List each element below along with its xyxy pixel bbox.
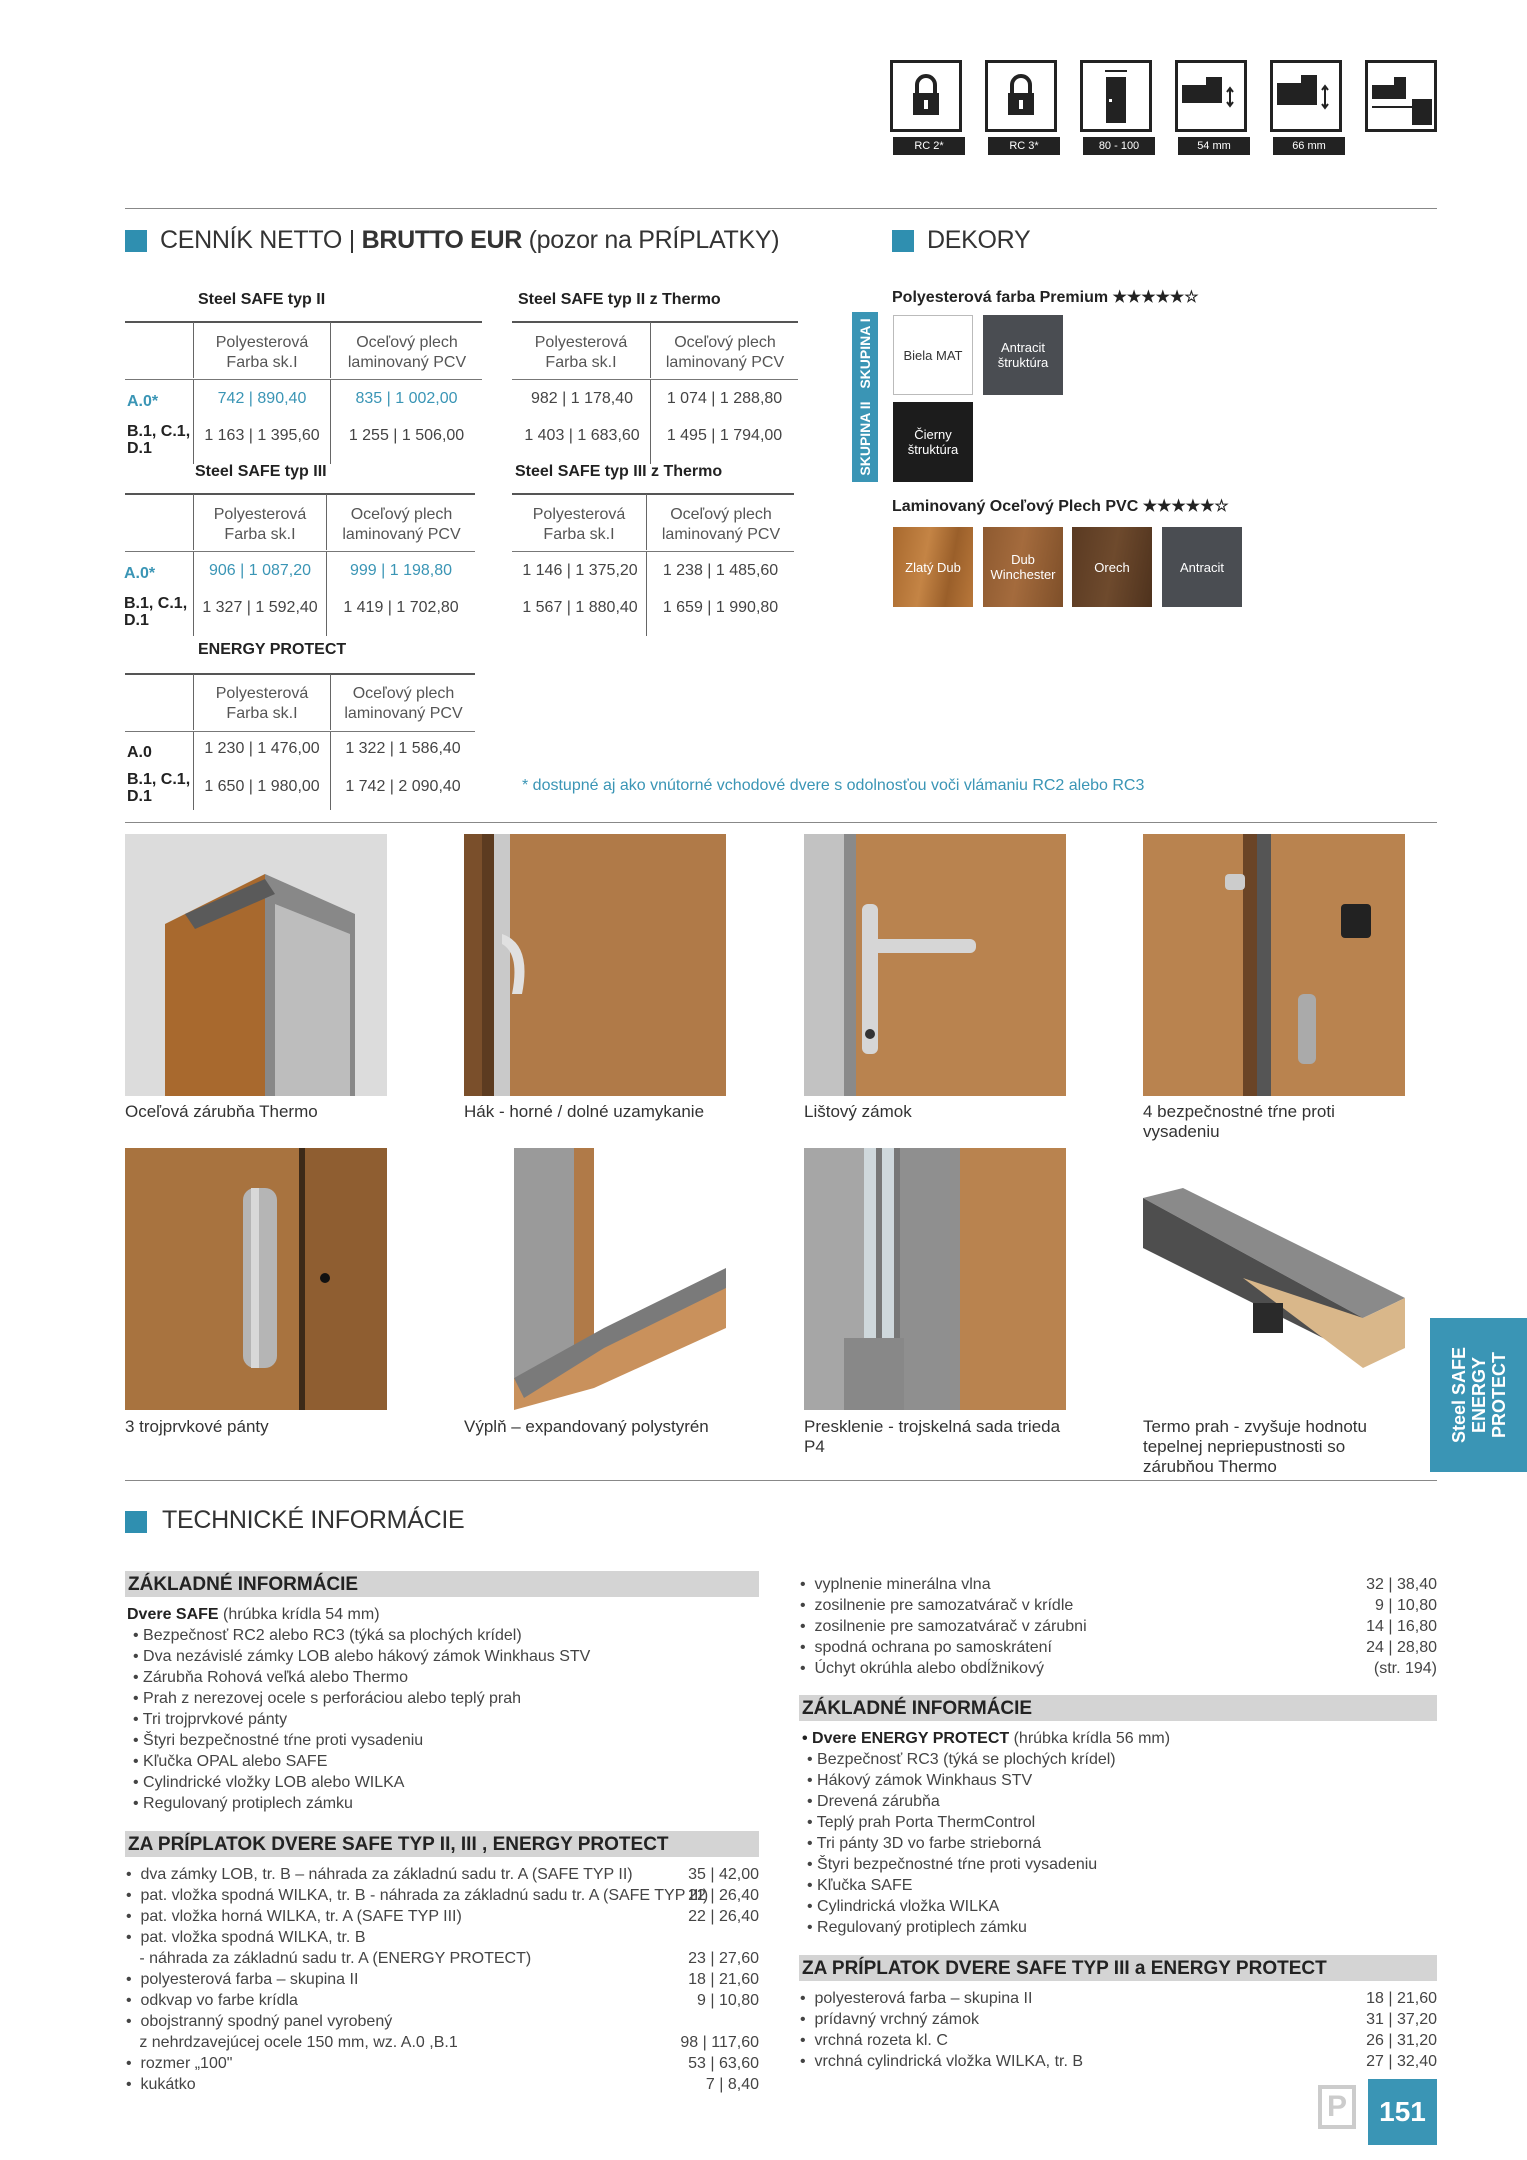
list-item: • odkvap vo farbe krídla — [126, 1992, 298, 2009]
list-item: • Teplý prah Porta ThermControl — [807, 1814, 1036, 1831]
list-item: • prídavný vrchný zámok — [800, 2011, 979, 2028]
price-value: 53 | 63,60 — [688, 2055, 759, 2072]
caption: Výplň – expandovaný polystyrén — [464, 1417, 709, 1436]
price-value: 18 | 21,60 — [1366, 1990, 1437, 2007]
list-item: • Cylindrická vložka WILKA — [807, 1898, 1000, 1915]
list-item: • zosilnenie pre samozatvárač v zárubni — [800, 1618, 1087, 1635]
column-header: Polyesterová Farba sk.I — [532, 506, 626, 543]
group-1-label: SKUPINA I — [857, 318, 873, 389]
door-thickness-icon — [1270, 60, 1342, 132]
swatch-orech: Orech — [1072, 527, 1152, 607]
photo-strip-lock — [804, 834, 1066, 1096]
list-item: • Hákový zámok Winkhaus STV — [807, 1772, 1033, 1789]
threshold-icon — [1365, 60, 1437, 132]
list-item: • pat. vložka spodná WILKA, tr. B — [126, 1929, 366, 1946]
list-item: • Dva nezávislé zámky LOB alebo hákový zámok Winkhaus STV — [133, 1648, 591, 1665]
lock-icon — [985, 60, 1057, 132]
list-item: • Štyri bezpečnostné tŕne proti vysadeniu — [807, 1856, 1098, 1873]
list-item: • zosilnenie pre samozatvárač v krídle — [800, 1597, 1074, 1614]
list-item: • pat. vložka spodná WILKA, tr. B - náhrada za základnú sadu tr. A (SAFE TYP III) — [126, 1887, 709, 1904]
door-thickness-icon — [1175, 60, 1247, 132]
price-value: 22 | 26,40 — [688, 1908, 759, 1925]
price-value: 23 | 27,60 — [688, 1950, 759, 1967]
list-item: • vrchná cylindrická vložka WILKA, tr. B — [800, 2053, 1084, 2070]
column-header: Polyesterová Farba sk.I — [534, 334, 628, 371]
price-cell: 906 | 1 087,20 — [208, 562, 312, 579]
price-value: 26 | 31,20 — [1366, 2032, 1437, 2049]
pricing-title: CENNÍK NETTO | BRUTTO EUR (pozor na PRÍPLATKY) — [160, 226, 780, 254]
side-tab-label: Steel SAFE ENERGY PROTECT — [1449, 1346, 1509, 1444]
tech-title: TECHNICKÉ INFORMÁCIE — [162, 1506, 465, 1534]
width-label: 80 - 100 — [1083, 137, 1155, 155]
caption: 3 trojprvkové pánty — [125, 1417, 269, 1436]
list-item: • polyesterová farba – skupina II — [800, 1990, 1033, 2007]
caption: 4 bezpečnostné tŕne proti vysadeniu — [1143, 1102, 1335, 1141]
list-item: • Štyri bezpečnostné tŕne proti vysadeniu — [133, 1732, 424, 1749]
group-2-label: SKUPINA II — [857, 401, 873, 476]
price-value: 7 | 8,40 — [705, 2076, 759, 2093]
price-cell: 1 255 | 1 506,00 — [348, 427, 465, 444]
price-cell: 835 | 1 002,00 — [355, 390, 458, 407]
list-item: • Regulovaný protiplech zámku — [807, 1919, 1027, 1936]
table-title: Steel SAFE typ II z Thermo — [518, 291, 721, 308]
decors-title: DEKORY — [927, 226, 1031, 254]
row-label: A.0* — [124, 565, 156, 582]
list-item: • Tri pánty 3D vo farbe strieborná — [807, 1835, 1042, 1852]
surcharge-header-2: ZA PRÍPLATOK DVERE SAFE TYP III a ENERGY PROTECT — [799, 1955, 1437, 1981]
list-item: • dva zámky LOB, tr. B – náhrada za základnú sadu tr. A (SAFE TYP II) — [126, 1866, 633, 1883]
brand-logo: P — [1318, 2085, 1356, 2129]
price-value: 31 | 37,20 — [1366, 2011, 1437, 2028]
list-item: • vyplnenie minerálna vlna — [800, 1576, 991, 1593]
safe-heading: Dvere SAFE (hrúbka krídla 54 mm) — [127, 1606, 380, 1623]
list-item: • Tri trojprvkové pánty — [133, 1711, 288, 1728]
section-marker — [892, 230, 914, 252]
list-item: • rozmer „100" — [126, 2055, 233, 2072]
price-value: 98 | 117,60 — [680, 2034, 759, 2051]
price-cell: 1 238 | 1 485,60 — [662, 562, 779, 579]
price-cell: 1 403 | 1 683,60 — [524, 427, 640, 444]
price-cell: 1 074 | 1 288,80 — [666, 390, 783, 407]
footnote: * dostupné aj ako vnútorné vchodové dvere s odolnosťou voči vlámaniu RC2 alebo RC3 — [522, 777, 1145, 794]
list-item: • Bezpečnosť RC2 alebo RC3 (týká sa plochých krídel) — [133, 1627, 522, 1644]
price-value: 22 | 26,40 — [688, 1887, 759, 1904]
photo-security-pins — [1143, 834, 1405, 1096]
price-value: 32 | 38,40 — [1366, 1576, 1437, 1593]
list-item: • Kľučka OPAL alebo SAFE — [133, 1753, 328, 1770]
list-item: • Drevená zárubňa — [807, 1793, 940, 1810]
price-cell: 999 | 1 198,80 — [349, 562, 453, 579]
row-label: A.0* — [127, 393, 159, 410]
section-marker — [125, 1511, 147, 1533]
swatch-biela: Biela MAT — [893, 315, 973, 395]
list-item: • pat. vložka horná WILKA, tr. A (SAFE TYP III) — [126, 1908, 462, 1925]
row-label: B.1, C.1, D.1 — [127, 771, 191, 805]
list-item: • Cylindrické vložky LOB alebo WILKA — [133, 1774, 405, 1791]
rc3-label: RC 3* — [988, 137, 1060, 155]
column-header: Oceľový plech laminovaný PCV — [342, 506, 461, 543]
ep-heading: • Dvere ENERGY PROTECT (hrúbka krídla 56 mm) — [802, 1730, 1171, 1747]
caption: Termo prah - zvyšuje hodnotu tepelnej nepriepustnosti so zárubňou Thermo — [1143, 1417, 1367, 1476]
price-value: 14 | 16,80 — [1366, 1618, 1437, 1635]
column-header: Polyesterová Farba sk.I — [213, 506, 307, 543]
photo-hook-lock — [464, 834, 726, 1096]
basic-info-header: ZÁKLADNÉ INFORMÁCIE — [125, 1571, 759, 1597]
price-value: 9 | 10,80 — [697, 1992, 759, 2009]
lam-title: Laminovaný Oceľový Plech PVC ★★★★★☆ — [892, 498, 1229, 515]
photo-thermo-threshold — [1143, 1148, 1405, 1410]
price-cell: 1 230 | 1 476,00 — [204, 740, 320, 757]
swatch-antracit: Antracit štruktúra — [983, 315, 1063, 395]
photo-polystyrene — [464, 1148, 726, 1410]
price-cell: 982 | 1 178,40 — [530, 390, 634, 407]
thickness-54-label: 54 mm — [1178, 137, 1250, 155]
column-header: Oceľový plech laminovaný PCV — [661, 506, 781, 543]
column-header: Polyesterová Farba sk.I — [215, 334, 309, 371]
price-value: 24 | 28,80 — [1366, 1639, 1437, 1656]
poly-title: Polyesterová farba Premium ★★★★★☆ — [892, 289, 1199, 306]
list-item: • Úchyt okrúhla alebo obdĺžnikový — [800, 1660, 1044, 1677]
page-number: 151 — [1368, 2079, 1437, 2145]
group-bar — [852, 312, 878, 482]
price-value: 18 | 21,60 — [688, 1971, 759, 1988]
price-cell: 1 322 | 1 586,40 — [345, 740, 461, 757]
list-item: • kukátko — [126, 2076, 196, 2093]
price-cell: 1 659 | 1 990,80 — [662, 599, 779, 616]
caption: Hák - horné / dolné uzamykanie — [464, 1102, 705, 1121]
list-item: • vrchná rozeta kl. C — [800, 2032, 948, 2049]
list-item: • Zárubňa Rohová veľká alebo Thermo — [133, 1669, 409, 1686]
table-title: Steel SAFE typ II — [198, 291, 326, 308]
photo-glazing — [804, 1148, 1066, 1410]
list-item: • Regulovaný protiplech zámku — [133, 1795, 353, 1812]
price-cell: 1 163 | 1 395,60 — [204, 427, 320, 444]
thickness-66-label: 66 mm — [1273, 137, 1345, 155]
price-value: 9 | 10,80 — [1375, 1597, 1437, 1614]
price-cell: 1 742 | 2 090,40 — [345, 778, 461, 795]
photo-hinges — [125, 1148, 387, 1410]
caption: Lištový zámok — [804, 1102, 912, 1121]
price-cell: 1 419 | 1 702,80 — [343, 599, 459, 616]
price-value: (str. 194) — [1373, 1660, 1437, 1677]
door-width-icon — [1080, 60, 1152, 132]
swatch-dub-winchester: Dub Winchester — [983, 527, 1063, 607]
price-value: 35 | 42,00 — [688, 1866, 759, 1883]
column-header: Oceľový plech laminovaný PCV — [665, 334, 785, 371]
price-cell: 1 327 | 1 592,40 — [202, 599, 318, 616]
list-item: • Kľučka SAFE — [807, 1877, 913, 1894]
row-label: B.1, C.1, D.1 — [127, 423, 191, 457]
list-item: • spodná ochrana po samoskrátení — [800, 1639, 1052, 1656]
column-header: Polyesterová Farba sk.I — [215, 685, 309, 722]
caption: Presklenie - trojskelná sada trieda P4 — [804, 1417, 1061, 1456]
table-title: Steel SAFE typ III — [195, 463, 327, 480]
photo-frame-thermo — [125, 834, 387, 1096]
lock-icon — [890, 60, 962, 132]
list-item: • polyesterová farba – skupina II — [126, 1971, 359, 1988]
column-header: Oceľový plech laminovaný PCV — [347, 334, 467, 371]
swatch-cierny: Čierny štruktúra — [893, 402, 973, 482]
row-label: A.0 — [127, 744, 152, 761]
list-item: • Bezpečnosť RC3 (týká se plochých krídel) — [807, 1751, 1116, 1768]
list-item: • Prah z nerezovej ocele s perforáciou alebo teplý prah — [133, 1690, 522, 1707]
list-item: z nehrdzavejúcej ocele 150 mm, wz. A.0 ,B.1 — [126, 2034, 458, 2051]
section-marker — [125, 230, 147, 252]
caption: Oceľová zárubňa Thermo — [125, 1102, 318, 1121]
rc2-label: RC 2* — [893, 137, 965, 155]
table-title: Steel SAFE typ III z Thermo — [515, 463, 723, 480]
table-title: ENERGY PROTECT — [198, 641, 347, 658]
row-label: B.1, C.1, D.1 — [124, 595, 188, 629]
price-cell: 1 650 | 1 980,00 — [204, 778, 320, 795]
surcharge-header: ZA PRÍPLATOK DVERE SAFE TYP II, III , ENERGY PROTECT — [125, 1831, 759, 1857]
basic-info-header-2: ZÁKLADNÉ INFORMÁCIE — [799, 1695, 1437, 1721]
list-item: • obojstranný spodný panel vyrobený — [126, 2013, 393, 2030]
price-cell: 1 146 | 1 375,20 — [522, 562, 638, 579]
swatch-antracit-lam: Antracit — [1162, 527, 1242, 607]
price-value: 27 | 32,40 — [1366, 2053, 1437, 2070]
column-header: Oceľový plech laminovaný PCV — [344, 685, 463, 722]
swatch-zlaty-dub: Zlatý Dub — [893, 527, 973, 607]
list-item: - náhrada za základnú sadu tr. A (ENERGY PROTECT) — [126, 1950, 532, 1967]
price-cell: 742 | 890,40 — [217, 390, 307, 407]
side-tab — [1430, 1318, 1527, 1472]
price-cell: 1 567 | 1 880,40 — [522, 599, 638, 616]
price-cell: 1 495 | 1 794,00 — [666, 427, 783, 444]
